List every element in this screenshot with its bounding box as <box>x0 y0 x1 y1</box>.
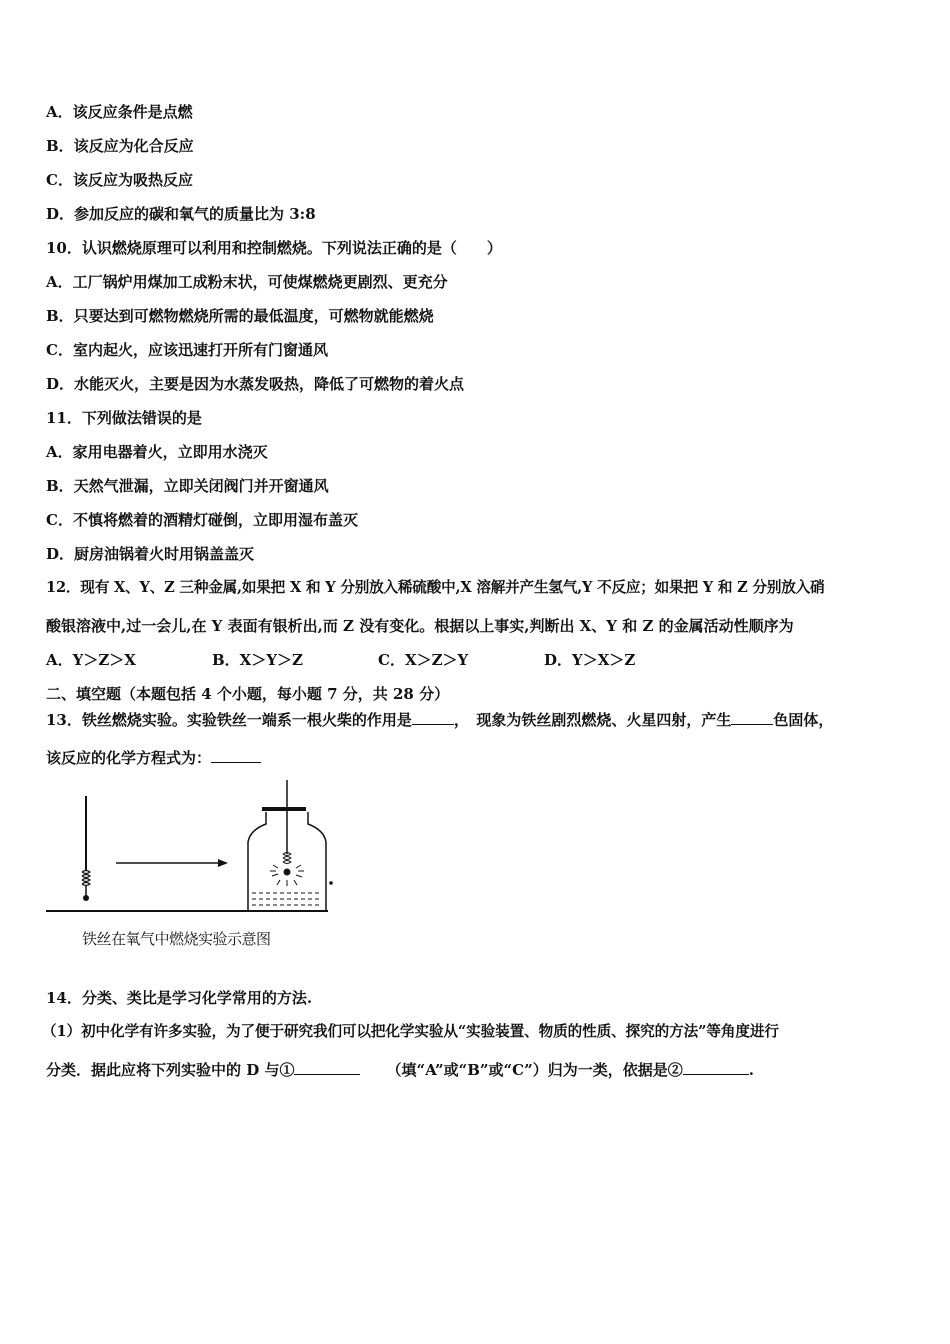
q12-option-c: C．X＞Z＞Y <box>378 651 469 669</box>
q10-option-d: D．水能灭火，主要是因为水蒸发吸热，降低了可燃物的着火点 <box>46 375 465 393</box>
q14-blank-1[interactable] <box>294 1060 360 1075</box>
q13-part1: 13．铁丝燃烧实验。实验铁丝一端系一根火柴的作用是 <box>46 711 412 729</box>
q11-stem: 11．下列做法错误的是 <box>46 409 202 427</box>
q10-stem: 10．认识燃烧原理可以利用和控制燃烧。下列说法正确的是（ ） <box>46 239 502 257</box>
q9-option-b: B．该反应为化合反应 <box>46 137 194 155</box>
q12-stem-line1: 12．现有 X、Y、Z 三种金属,如果把 X 和 Y 分别放入稀硫酸中,X 溶解并产生氢气,Y 不反应；如果把 Y 和 Z 分别放入硝 <box>46 579 825 596</box>
q9-option-a: A．该反应条件是点燃 <box>46 103 193 121</box>
q10-option-c: C．室内起火，应该迅速打开所有门窗通风 <box>46 341 328 359</box>
q12-option-a: A．Y＞Z＞X <box>46 651 136 669</box>
q14-part1-line1: （1）初中化学有许多实验，为了便于研究我们可以把化学实验从“实验装置、物质的性质、探究的方法”等角度进行 <box>42 1023 779 1040</box>
q13-part3: 色固体， <box>773 711 834 729</box>
q10-option-b: B．只要达到可燃物燃烧所需的最低温度，可燃物就能燃烧 <box>46 307 434 325</box>
q13-equation-label: 该反应的化学方程式为： <box>46 749 212 767</box>
section2-heading: 二、填空题（本题包括 4 个小题，每小题 7 分，共 28 分） <box>46 685 450 703</box>
q11-option-d: D．厨房油锅着火时用锅盖盖灭 <box>46 545 255 563</box>
q10-option-a: A．工厂锅炉用煤加工成粉末状，可使煤燃烧更剧烈、更充分 <box>46 273 448 291</box>
q14-stem: 14．分类、类比是学习化学常用的方法. <box>46 989 313 1007</box>
q12-option-d: D．Y＞X＞Z <box>544 651 636 669</box>
q9-option-d: D．参加反应的碳和氧气的质量比为 3:8 <box>46 205 316 223</box>
q13-line1 <box>46 710 833 730</box>
q12-stem-line2: 酸银溶液中,过一会儿,在 Y 表面有银析出,而 Z 没有变化。根据以上事实,判断出 X、Y 和 Z 的金属活动性顺序为 <box>46 617 794 635</box>
q14-blank-2[interactable] <box>683 1060 749 1075</box>
q11-option-b: B．天然气泄漏，立即关闭阀门并开窗通风 <box>46 477 329 495</box>
q11-option-c: C．不慎将燃着的酒精灯碰倒，立即用湿布盖灭 <box>46 511 358 529</box>
q9-option-c: C．该反应为吸热反应 <box>46 171 193 189</box>
q14-text-b: （填“A”或“B”或“C”）归为一类，依据是② <box>386 1061 683 1079</box>
figure-caption: 铁丝在氧气中燃烧实验示意图 <box>82 930 271 948</box>
q13-blank-1[interactable] <box>412 710 454 725</box>
q12-options <box>46 650 710 670</box>
q12-option-b: B．X＞Y＞Z <box>212 651 303 669</box>
q13-blank-3[interactable] <box>211 748 261 763</box>
q14-text-c: . <box>748 1061 754 1079</box>
q14-part1-line2 <box>46 1060 754 1080</box>
q11-option-a: A．家用电器着火，立即用水浇灭 <box>46 443 268 461</box>
q13-line2 <box>46 748 261 768</box>
q13-blank-2[interactable] <box>731 710 773 725</box>
q13-part2: ， 现象为铁丝剧烈燃烧、火星四射，产生 <box>453 711 732 729</box>
q14-text-a: 分类．据此应将下列实验中的 D 与① <box>46 1061 295 1079</box>
